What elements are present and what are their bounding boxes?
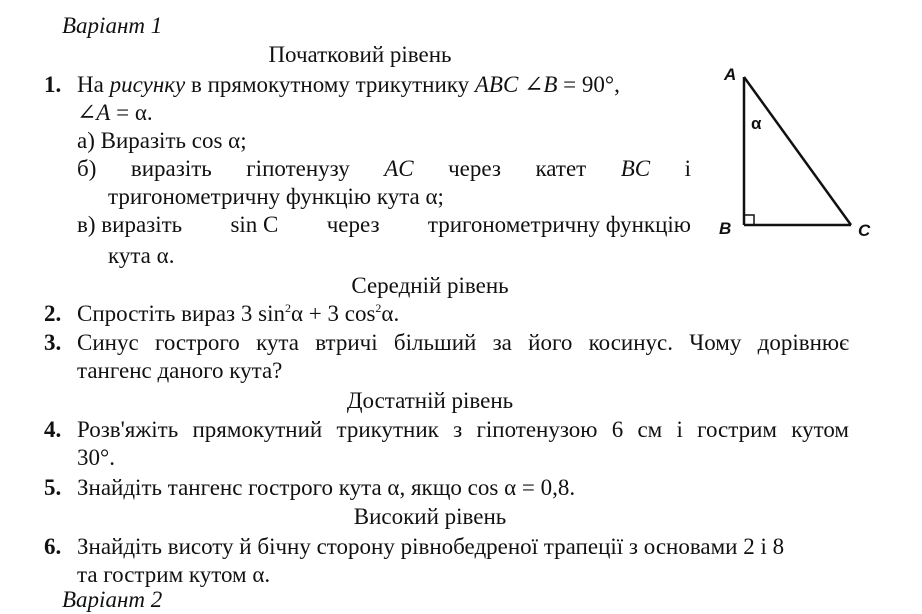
level-heading-middle: Середній рівень: [351, 273, 509, 298]
task-2-number: 2.: [44, 301, 62, 326]
task-4-number: 4.: [44, 417, 62, 442]
task-5-number: 5.: [44, 475, 62, 500]
task-3-number: 3.: [44, 330, 62, 355]
level-heading-sufficient: Достатній рівень: [346, 388, 514, 413]
task-3-line-1: Синус гострого кута втричі більший за його косинус. Чому дорівнює: [77, 330, 849, 355]
next-variant-title-cut: Варіант 2: [62, 587, 163, 612]
task-1a: а) Виразіть cos α;: [77, 128, 247, 153]
task-1-number: 1.: [44, 72, 62, 97]
vertex-label-b: B: [719, 219, 732, 238]
angle-label-alpha: α: [751, 114, 762, 133]
task-5-text: Знайдіть тангенс гострого кута α, якщо cos α = 0,8.: [77, 475, 576, 500]
level-heading-initial: Початковий рівень: [268, 42, 452, 67]
task-1b-line-1: б) виразіть гіпотенузу AC через катет BC і: [77, 156, 691, 181]
level-heading-high: Високий рівень: [353, 504, 507, 529]
task-6-line-1: Знайдіть висоту й бічну сторону рівнобедреної трапеції з основами 2 і 8: [77, 534, 785, 559]
task-1c-line-1: в) виразіть sin C через тригонометричну функцію: [77, 212, 691, 237]
task-4-line-1: Розв'яжіть прямокутний трикутник з гіпотенузою 6 см і гострим кутом: [77, 417, 849, 442]
task-1-line-2: ∠A = α.: [77, 100, 153, 125]
vertex-label-a: A: [724, 65, 737, 84]
task-2-text: Спростіть вираз 3 $\sin^2\alpha + 3$ $\cos^2\alpha$.: [77, 301, 400, 326]
task-6-number: 6.: [44, 534, 62, 559]
triangle-figure: [710, 65, 880, 245]
right-angle-mark: [744, 215, 754, 225]
task-6-line-2: та гострим кутом α.: [77, 562, 271, 587]
task-3-line-2: тангенс даного кута?: [77, 358, 283, 383]
variant-title: Варіант 1: [62, 13, 163, 38]
task-1c-line-2: кута α.: [108, 243, 175, 268]
side-ac: [744, 77, 851, 225]
vertex-label-c: C: [858, 221, 871, 240]
task-1-line-1: На рисунку в прямокутному трикутнику ABC ∠B = 90°,: [77, 72, 620, 97]
task-4-line-2: 30°.: [77, 445, 115, 470]
task-1b-line-2: тригонометричну функцію кута α;: [108, 184, 444, 209]
